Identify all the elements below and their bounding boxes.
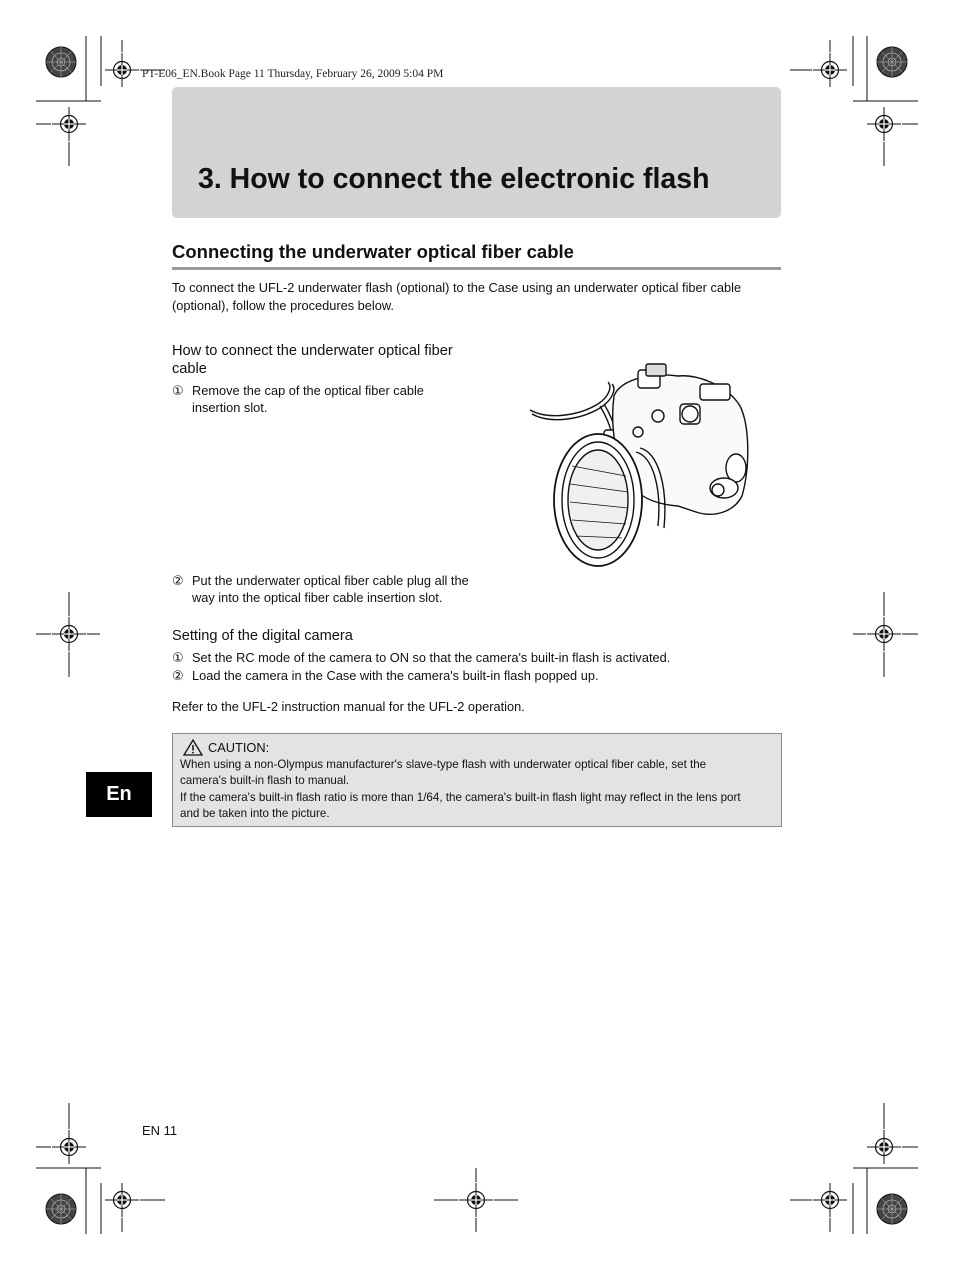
caution-line: If the camera's built-in flash ratio is more than 1/64, the camera's built-in flash light may reflect in the lens port — [180, 790, 741, 804]
caution-line: and be taken into the picture. — [180, 806, 330, 820]
step-number: ① — [172, 383, 184, 398]
print-header: PT-E06_EN.Book Page 11 Thursday, February 26, 2009 5:04 PM — [142, 68, 444, 80]
registration-crosshair-icon — [867, 107, 901, 141]
registration-crosshair-icon — [52, 1130, 86, 1164]
step-text: Load the camera in the Case with the camera's built-in flash popped up. — [192, 668, 599, 683]
step-text-line: insertion slot. — [192, 400, 268, 415]
caution-line: camera's built-in flash to manual. — [180, 774, 350, 788]
registration-crosshair-icon — [867, 1130, 901, 1164]
step-number: ② — [172, 573, 184, 588]
registration-crosshair-icon — [105, 53, 139, 87]
registration-rosette-icon — [877, 1194, 907, 1224]
intro-paragraph: To connect the UFL-2 underwater flash (optional) to the Case using an underwater optical fiber cable (optional), follow the procedures below. — [172, 280, 742, 313]
step-text-line: way into the optical fiber cable insertion slot. — [192, 590, 443, 605]
registration-rosette-icon — [46, 1194, 76, 1224]
registration-crosshair-icon — [52, 617, 86, 651]
registration-crosshair-icon — [813, 53, 847, 87]
registration-crosshair-icon — [459, 1183, 493, 1217]
camera-setting-subhead: Setting of the digital camera — [172, 628, 353, 644]
registration-crosshair-icon — [105, 1183, 139, 1217]
reference-note: Refer to the UFL-2 instruction manual for the UFL-2 operation. — [172, 699, 525, 714]
registration-crosshair-icon — [52, 107, 86, 141]
crop-lines — [36, 36, 918, 1234]
page-number: EN 11 — [142, 1123, 178, 1138]
connect-subhead-line1: How to connect the underwater optical fiber — [172, 343, 453, 359]
registration-rosette-icon — [46, 47, 76, 77]
page-title: 3. How to connect the electronic flash — [198, 163, 710, 195]
registration-crosshair-icon — [813, 1183, 847, 1217]
step-text-line: Put the underwater optical fiber cable plug all the — [192, 573, 469, 588]
step-text: Set the RC mode of the camera to ON so that the camera's built-in flash is activated. — [192, 650, 671, 665]
caution-line: When using a non-Olympus manufacturer's slave-type flash with underwater optical fiber cable, set the — [180, 758, 707, 771]
registration-crosshair-icon — [867, 617, 901, 651]
caution-label: CAUTION: — [208, 740, 270, 755]
registration-rosette-icon — [877, 47, 907, 77]
step-number: ① — [172, 650, 184, 665]
language-tab: En — [86, 772, 152, 817]
step-number: ② — [172, 668, 184, 683]
connect-subhead-line2: cable — [172, 361, 207, 377]
section-heading: Connecting the underwater optical fiber cable — [172, 241, 574, 262]
step-text-line: Remove the cap of the optical fiber cable — [192, 383, 424, 398]
